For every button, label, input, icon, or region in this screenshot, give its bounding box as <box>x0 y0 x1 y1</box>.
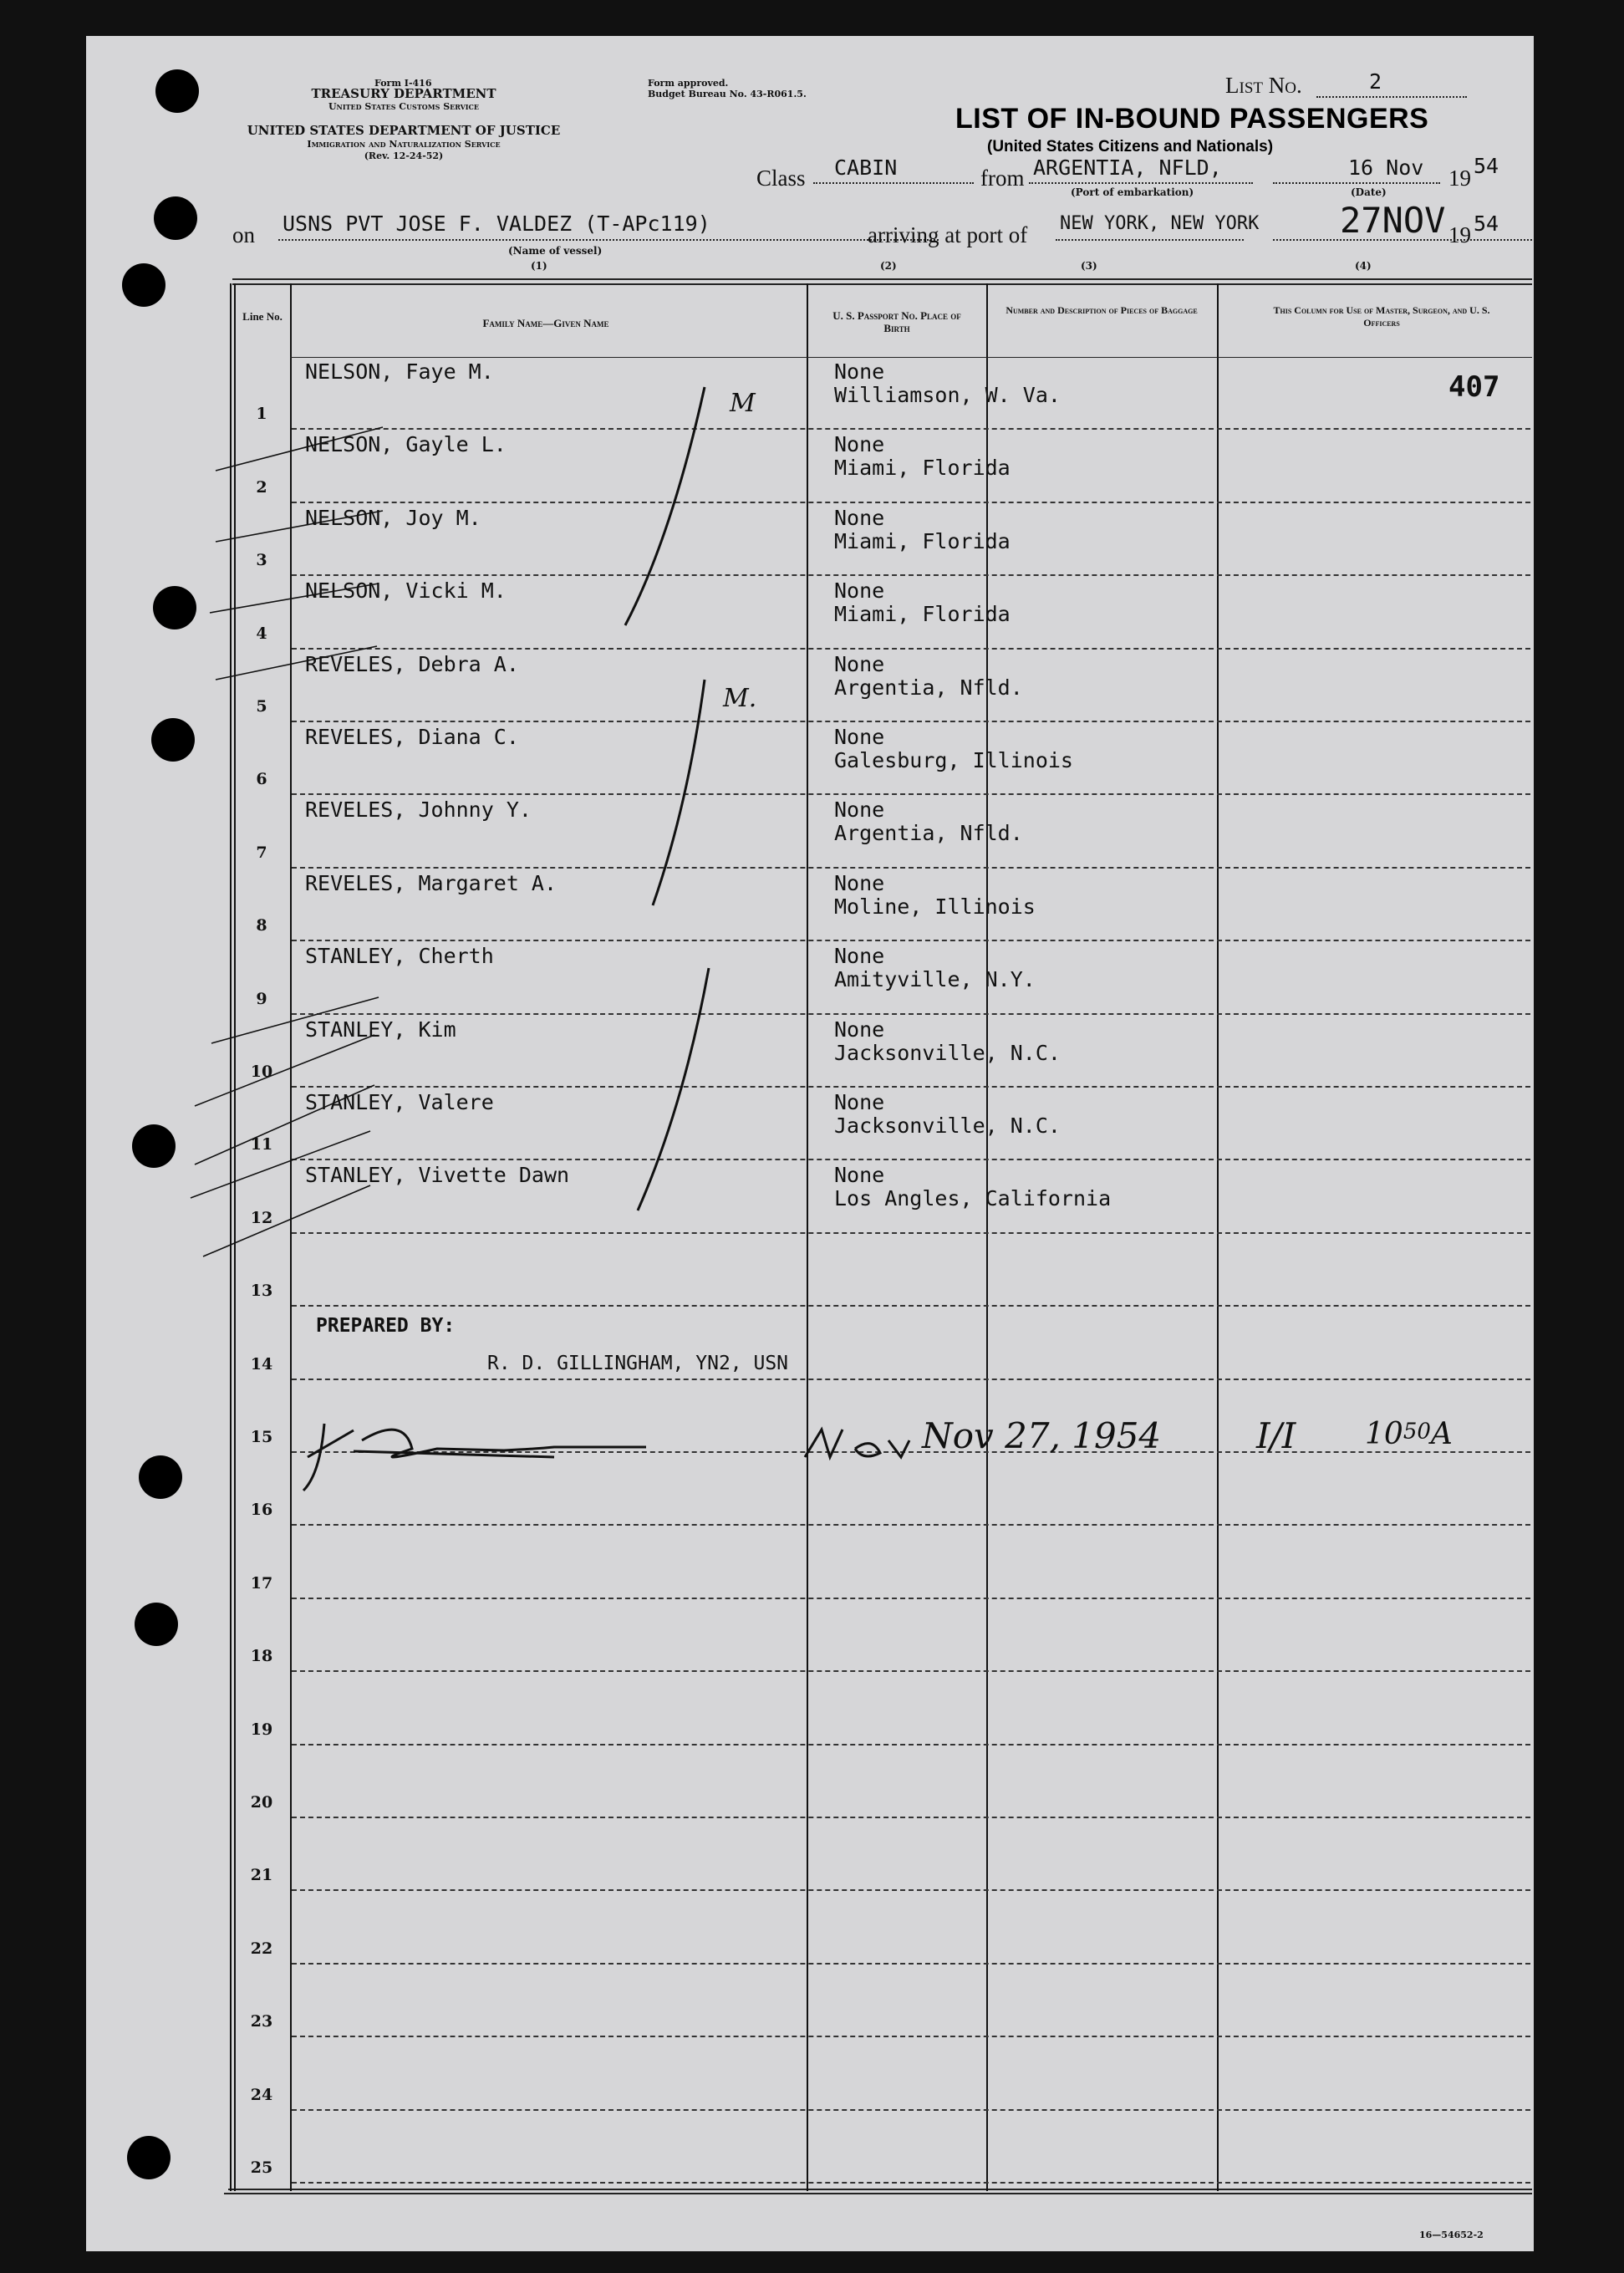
passport-number: None <box>834 651 885 676</box>
line-number: 20 <box>250 1793 273 1812</box>
line-number: 22 <box>250 1939 273 1958</box>
passenger-name: REVELES, Johnny Y. <box>305 798 532 823</box>
passenger-name: STANLEY, Kim <box>305 1017 456 1042</box>
bracket-stroke-nelson <box>625 387 705 625</box>
handwritten-bracket-marks <box>86 36 1534 2251</box>
place-of-birth: Moline, Illinois <box>834 894 1036 919</box>
passport-number: None <box>834 359 885 384</box>
arriving-label: arriving at port of <box>868 222 1028 247</box>
passport-number: None <box>834 1090 885 1114</box>
class-label: Class <box>756 166 806 191</box>
handwritten-mark-m1: M <box>730 389 756 418</box>
passenger-name: STANLEY, Valere <box>305 1090 494 1114</box>
line-number: 11 <box>250 1135 273 1154</box>
line-number: 3 <box>256 551 267 570</box>
passenger-name: NELSON, Faye M. <box>305 359 494 384</box>
line-number: 7 <box>256 843 267 862</box>
line-number: 6 <box>256 770 267 789</box>
header-line-no: Line No. <box>242 310 283 323</box>
handwritten-time-suffix: A <box>1430 1417 1453 1451</box>
handwritten-initials: I/I <box>1256 1415 1296 1456</box>
form-title: LIST OF IN-BOUND PASSENGERS <box>955 103 1429 135</box>
line-number: 1 <box>256 405 267 424</box>
form-subtitle: (United States Citizens and Nationals) <box>987 138 1274 155</box>
approval-line-1: Form approved. <box>648 78 729 89</box>
header-passport: U. S. Passport No. Place of Birth <box>832 309 961 334</box>
place-of-birth: Jacksonville, N.C. <box>834 1040 1061 1065</box>
signature-stroke <box>303 1424 646 1491</box>
column-caption-1: (1) <box>531 260 547 272</box>
embark-port-value: ARGENTIA, NFLD, <box>1033 155 1222 180</box>
line-number: 8 <box>256 916 267 935</box>
handwritten-time <box>1365 1417 1453 1451</box>
dept-customs: United States Customs Service <box>328 101 480 112</box>
passport-number: None <box>834 1163 885 1188</box>
officer-number: 407 <box>1448 370 1500 404</box>
arrival-date-stamp: 27NOV <box>1340 200 1446 241</box>
place-of-birth: Williamson, W. Va. <box>834 383 1061 407</box>
line-number: 17 <box>250 1573 273 1593</box>
list-no-label: List No. <box>1225 73 1302 98</box>
handwritten-date-stroke <box>805 1430 909 1457</box>
place-of-birth: Amityville, N.Y. <box>834 967 1036 992</box>
on-label: on <box>232 222 255 247</box>
approval-line-2: Budget Bureau No. 43-R061.5. <box>648 89 807 99</box>
line-number: 16 <box>250 1501 273 1520</box>
prepared-by-name: R. D. GILLINGHAM, YN2, USN <box>487 1353 789 1374</box>
place-of-birth: Galesburg, Illinois <box>834 748 1073 772</box>
line-number: 14 <box>250 1354 273 1373</box>
passenger-name: REVELES, Debra A. <box>305 651 519 676</box>
line-number: 4 <box>256 624 267 643</box>
place-of-birth: Argentia, Nfld. <box>834 675 1023 700</box>
passenger-name: STANLEY, Cherth <box>305 944 494 969</box>
passport-number: None <box>834 870 885 895</box>
form-sheet <box>86 36 1534 2251</box>
header-baggage: Number and Description of Pieces of Baggage <box>1005 304 1198 316</box>
place-of-birth: Miami, Florida <box>834 456 1011 481</box>
line-number: 19 <box>250 1720 273 1739</box>
embark-year-prefix: 19 <box>1448 166 1471 191</box>
place-of-birth: Los Angles, California <box>834 1186 1112 1211</box>
vessel-name-value: USNS PVT JOSE F. VALDEZ (T-APc119) <box>283 212 710 236</box>
column-caption-3: (3) <box>1081 260 1097 272</box>
dept-justice: UNITED STATES DEPARTMENT OF JUSTICE <box>247 123 561 138</box>
passenger-name: NELSON, Vicki M. <box>305 578 507 604</box>
place-of-birth: Miami, Florida <box>834 602 1011 627</box>
line-number: 2 <box>256 477 267 497</box>
line-number: 21 <box>250 1866 273 1885</box>
passenger-name: NELSON, Joy M. <box>305 505 481 530</box>
header-officers: This Column for Use of Master, Surgeon, and U. S. Officers <box>1273 304 1490 329</box>
date-caption: (Date) <box>1351 186 1387 198</box>
embark-caption: (Port of embarkation) <box>1071 186 1194 198</box>
passport-number: None <box>834 578 885 604</box>
line-number: 18 <box>250 1647 273 1666</box>
arrival-port-value: NEW YORK, NEW YORK <box>1060 213 1260 234</box>
handwritten-time-minutes: 50 <box>1403 1419 1431 1445</box>
arrival-year-suffix: 54 <box>1474 212 1499 236</box>
line-number: 24 <box>250 2085 273 2104</box>
passport-number: None <box>834 944 885 969</box>
line-number: 25 <box>250 2158 273 2177</box>
prepared-by-label: PREPARED BY: <box>316 1315 456 1337</box>
bracket-stroke-reveles <box>653 680 705 905</box>
header-family-name: Family Name—Given Name <box>482 317 609 329</box>
passport-number: None <box>834 505 885 530</box>
footer-code: 16—54652-2 <box>1419 2230 1484 2240</box>
column-caption-2: (2) <box>880 260 897 272</box>
vessel-caption: (Name of vessel) <box>508 245 603 257</box>
passenger-name: NELSON, Gayle L. <box>305 432 507 457</box>
passenger-name: STANLEY, Vivette Dawn <box>305 1163 570 1188</box>
line-number: 13 <box>250 1282 273 1301</box>
passenger-name: REVELES, Margaret A. <box>305 870 557 895</box>
handwritten-time-hour: 10 <box>1365 1417 1403 1451</box>
place-of-birth: Argentia, Nfld. <box>834 821 1023 846</box>
form-revision: (Rev. 12-24-52) <box>364 150 444 161</box>
list-no-value: 2 <box>1369 69 1382 94</box>
bracket-stroke-stanley <box>638 968 709 1210</box>
dept-ins: Immigration and Naturalization Service <box>307 139 501 150</box>
passenger-name: REVELES, Diana C. <box>305 725 519 749</box>
line-number: 9 <box>256 989 267 1008</box>
dept-treasury: TREASURY DEPARTMENT <box>311 86 496 101</box>
line-number: 15 <box>250 1428 273 1446</box>
arrival-year-prefix: 19 <box>1448 222 1471 247</box>
line-check-strokes <box>191 427 383 1256</box>
passport-number: None <box>834 1017 885 1042</box>
passport-number: None <box>834 798 885 823</box>
column-caption-4: (4) <box>1355 260 1372 272</box>
class-value: CABIN <box>834 155 898 180</box>
embark-year-suffix: 54 <box>1474 154 1499 178</box>
line-number: 12 <box>250 1208 273 1227</box>
embark-date-value: 16 Nov <box>1348 155 1424 180</box>
passport-number: None <box>834 725 885 749</box>
form-number: Form I-416 <box>374 78 432 89</box>
place-of-birth: Miami, Florida <box>834 528 1011 553</box>
from-label: from <box>980 166 1025 191</box>
handwritten-mark-m2: M. <box>723 684 757 713</box>
line-number: 23 <box>250 2012 273 2031</box>
handwritten-date: Nov 27, 1954 <box>922 1415 1162 1456</box>
place-of-birth: Jacksonville, N.C. <box>834 1114 1061 1138</box>
passport-number: None <box>834 432 885 457</box>
line-number: 10 <box>250 1063 273 1081</box>
line-number: 5 <box>256 697 267 716</box>
